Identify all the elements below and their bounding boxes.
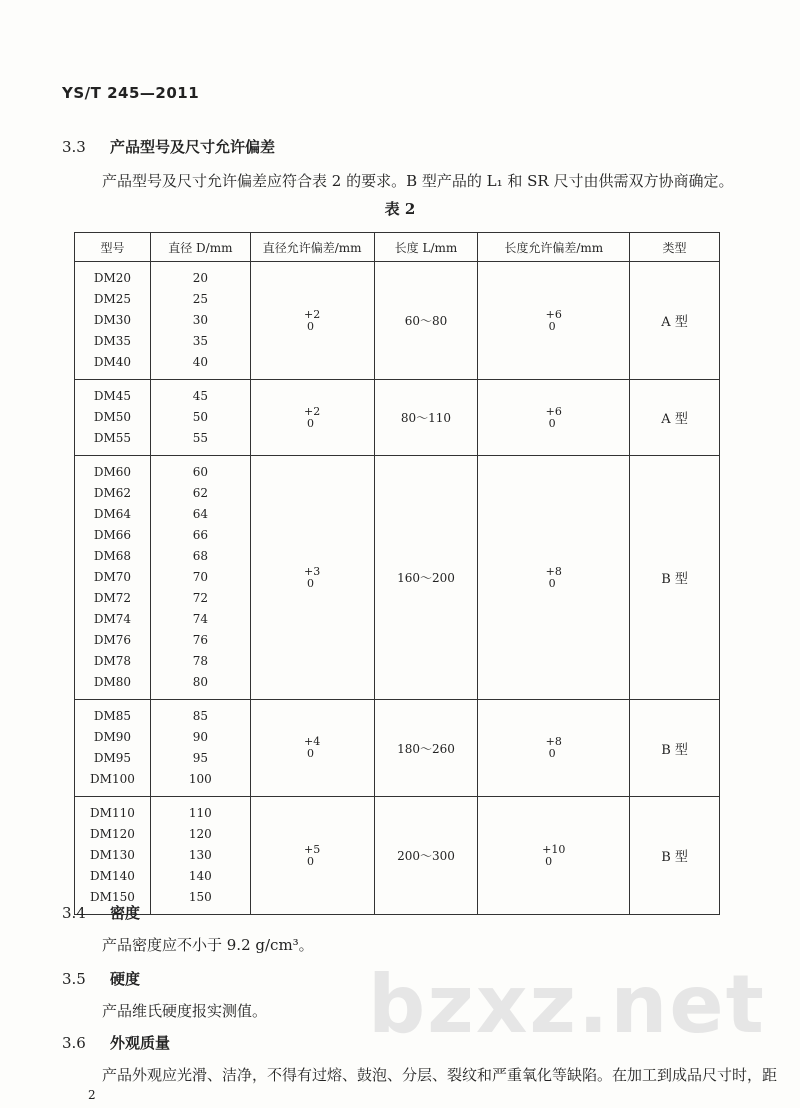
lower-tolerance: 0: [548, 576, 556, 590]
diameter-cell: [150, 262, 250, 380]
section-title: 硬度: [110, 970, 141, 988]
upper-tolerance: +6: [545, 404, 562, 418]
model-value: DM76: [93, 633, 132, 647]
diameter-value: 50: [192, 410, 208, 424]
upper-tolerance: +2: [304, 404, 321, 418]
model-value: DM72: [93, 591, 132, 605]
diameter-value: 140: [188, 869, 212, 883]
diameter-value: 76: [192, 633, 208, 647]
section-3-3-text: 产品型号及尺寸允许偏差应符合表 2 的要求。B 型产品的 L₁ 和 SR 尺寸由供需双方协商确定。: [102, 172, 734, 190]
length-tolerance-cell: [478, 456, 630, 700]
diameter-value: 55: [192, 431, 208, 445]
length-tolerance-cell: [478, 380, 630, 456]
lower-tolerance: 0: [548, 319, 556, 333]
model-value: DM62: [93, 486, 132, 500]
model-value: DM90: [93, 730, 132, 744]
length-cell: 200～300: [374, 797, 478, 915]
diameter-cell: [150, 456, 250, 700]
header-diameter: 直径 D/mm: [150, 233, 250, 262]
section-3-5-text: 产品维氏硬度报实测值。: [102, 1002, 268, 1020]
lower-tolerance: 0: [548, 747, 556, 760]
type-cell: B 型: [630, 700, 720, 797]
diameter-value: 25: [192, 292, 208, 306]
model-value: DM30: [93, 313, 132, 327]
length-tolerance-cell: [478, 700, 630, 797]
diameter-value: 110: [188, 806, 212, 820]
section-3-3-heading: [62, 136, 275, 157]
model-cell: [75, 380, 151, 456]
model-value: DM85: [93, 709, 132, 723]
model-cell: [75, 797, 151, 915]
diameter-tolerance-cell: [250, 380, 374, 456]
diameter-value: 40: [192, 355, 208, 369]
section-title: 产品型号及尺寸允许偏差: [110, 138, 276, 156]
model-value: DM40: [93, 355, 132, 369]
model-value: DM64: [93, 507, 132, 521]
model-cell: [75, 456, 151, 700]
section-3-6-text: 产品外观应光滑、洁净，不得有过熔、鼓泡、分层、裂纹和严重氧化等缺陷。在加工到成品尺寸时，距: [102, 1066, 778, 1084]
model-value: DM55: [93, 431, 132, 445]
lower-tolerance: 0: [548, 416, 556, 430]
diameter-value: 35: [192, 334, 208, 348]
tolerance-stack: [304, 309, 320, 333]
section-3-4-text: 产品密度应不小于 9.2 g/cm³。: [102, 936, 314, 954]
lower-tolerance: 0: [545, 854, 553, 868]
model-value: DM66: [93, 528, 132, 542]
upper-tolerance: +10: [542, 842, 566, 856]
model-value: DM110: [90, 806, 135, 820]
lower-tolerance: 0: [307, 416, 315, 430]
table-row: [75, 700, 720, 797]
lower-tolerance: 0: [307, 576, 315, 590]
tolerance-stack: [546, 406, 562, 430]
upper-tolerance: +5: [304, 842, 321, 856]
diameter-value: 100: [188, 772, 212, 786]
standard-code: YS/T 245—2011: [62, 84, 200, 102]
table-row: [75, 797, 720, 915]
length-tolerance-cell: [478, 797, 630, 915]
section-number: 3.6: [62, 1034, 86, 1052]
header-model: 型号: [75, 233, 151, 262]
model-value: DM150: [90, 890, 135, 904]
section-number: 3.5: [62, 970, 86, 988]
diameter-value: 150: [188, 890, 212, 904]
model-value: DM95: [93, 751, 132, 765]
header-type: 类型: [630, 233, 720, 262]
diameter-value: 66: [192, 528, 208, 542]
diameter-value: 130: [188, 848, 212, 862]
length-cell: 80～110: [374, 380, 478, 456]
model-value: DM120: [90, 827, 135, 841]
header-length-tolerance: 长度允许偏差/mm: [478, 233, 630, 262]
upper-tolerance: +8: [545, 735, 562, 748]
upper-tolerance: +2: [304, 307, 321, 321]
upper-tolerance: +3: [304, 564, 321, 578]
table-header-row: [75, 233, 720, 262]
model-cell: [75, 700, 151, 797]
diameter-value: 68: [192, 549, 208, 563]
length-cell: 180～260: [374, 700, 478, 797]
section-3-6-heading: [62, 1032, 170, 1053]
diameter-cell: [150, 380, 250, 456]
model-value: DM20: [93, 271, 132, 285]
length-cell: 60～80: [374, 262, 478, 380]
tolerance-stack: [304, 736, 320, 760]
diameter-tolerance-cell: [250, 797, 374, 915]
diameter-value: 80: [192, 675, 208, 689]
diameter-value: 120: [188, 827, 212, 841]
tolerance-stack: [546, 736, 562, 760]
upper-tolerance: +4: [304, 735, 321, 748]
table-row: [75, 456, 720, 700]
model-value: DM74: [93, 612, 132, 626]
model-value: DM80: [93, 675, 132, 689]
model-value: DM140: [90, 869, 135, 883]
header-diameter-tolerance: 直径允许偏差/mm: [250, 233, 374, 262]
model-value: DM60: [93, 465, 132, 479]
model-cell: [75, 262, 151, 380]
type-cell: A 型: [630, 262, 720, 380]
diameter-value: 64: [192, 507, 208, 521]
diameter-cell: [150, 797, 250, 915]
model-value: DM25: [93, 292, 132, 306]
lower-tolerance: 0: [307, 319, 315, 333]
model-value: DM70: [93, 570, 132, 584]
table-row: [75, 380, 720, 456]
diameter-tolerance-cell: [250, 262, 374, 380]
diameter-tolerance-cell: [250, 700, 374, 797]
diameter-value: 72: [192, 591, 208, 605]
diameter-value: 95: [192, 751, 208, 765]
model-value: DM100: [90, 772, 135, 786]
tolerance-stack: [542, 844, 565, 868]
tolerance-stack: [304, 406, 320, 430]
section-3-5-heading: [62, 968, 140, 989]
model-value: DM78: [93, 654, 132, 668]
tolerance-stack: [546, 566, 562, 590]
model-value: DM50: [93, 410, 132, 424]
table-body: [75, 262, 720, 915]
diameter-value: 60: [192, 465, 208, 479]
diameter-value: 45: [192, 389, 208, 403]
section-title: 密度: [110, 904, 141, 922]
type-cell: B 型: [630, 456, 720, 700]
diameter-value: 85: [192, 709, 208, 723]
section-title: 外观质量: [110, 1034, 171, 1052]
section-number: 3.4: [62, 904, 86, 922]
table-row: [75, 262, 720, 380]
upper-tolerance: +6: [545, 307, 562, 321]
tolerance-stack: [304, 844, 320, 868]
diameter-tolerance-cell: [250, 456, 374, 700]
lower-tolerance: 0: [307, 747, 315, 760]
length-cell: 160～200: [374, 456, 478, 700]
model-value: DM130: [90, 848, 135, 862]
diameter-value: 30: [192, 313, 208, 327]
length-tolerance-cell: [478, 262, 630, 380]
lower-tolerance: 0: [307, 854, 315, 868]
type-cell: A 型: [630, 380, 720, 456]
diameter-value: 70: [192, 570, 208, 584]
model-value: DM35: [93, 334, 132, 348]
table-caption: 表 2: [384, 200, 416, 218]
diameter-value: 74: [192, 612, 208, 626]
tolerance-stack: [304, 566, 320, 590]
watermark: bzxz.net: [368, 958, 766, 1051]
model-value: DM45: [93, 389, 132, 403]
tolerance-stack: [546, 309, 562, 333]
diameter-cell: [150, 700, 250, 797]
diameter-value: 90: [192, 730, 208, 744]
type-cell: B 型: [630, 797, 720, 915]
spec-table: [74, 232, 720, 915]
diameter-value: 62: [192, 486, 208, 500]
diameter-value: 78: [192, 654, 208, 668]
section-number: 3.3: [62, 138, 86, 156]
diameter-value: 20: [192, 271, 208, 285]
model-value: DM68: [93, 549, 132, 563]
header-length: 长度 L/mm: [374, 233, 478, 262]
upper-tolerance: +8: [545, 564, 562, 578]
section-3-4-heading: [62, 902, 140, 923]
page-number: 2: [88, 1088, 96, 1102]
